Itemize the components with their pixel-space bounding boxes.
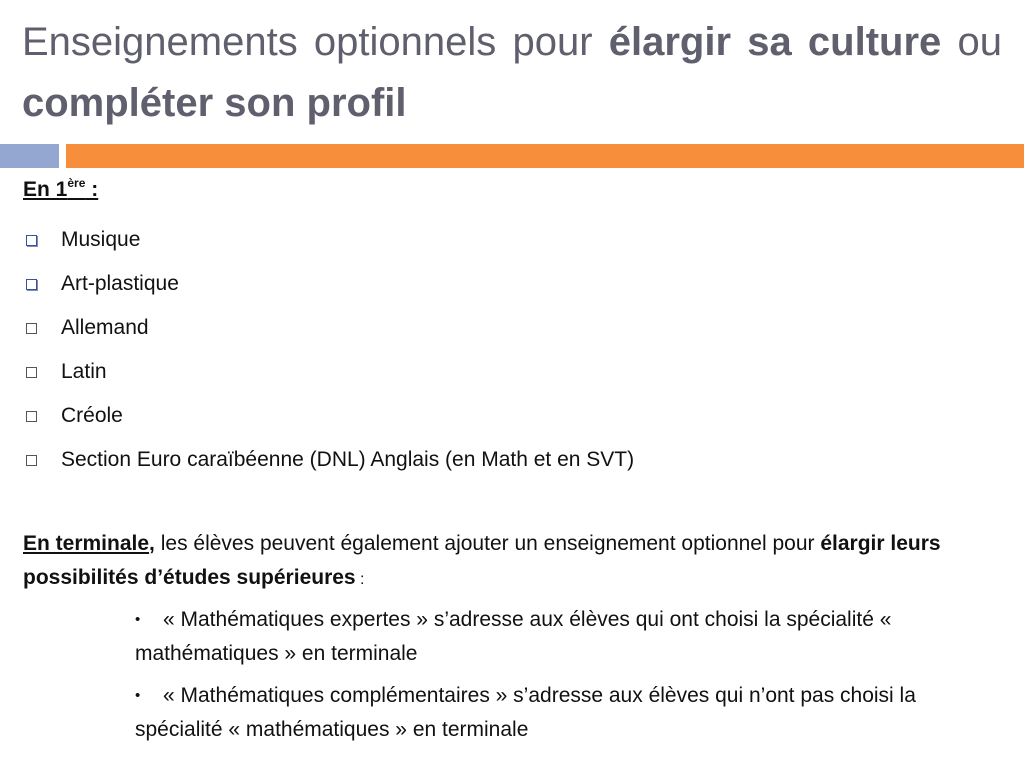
terminale-options-list (135, 603, 995, 755)
option-label: Musique (61, 228, 141, 251)
list-item (22, 306, 634, 350)
list-item (135, 679, 995, 747)
title-part-bold: élargir sa culture (608, 20, 942, 64)
list-item (22, 438, 634, 482)
list-item (22, 394, 634, 438)
checkbox-bullet-icon (26, 279, 37, 290)
checkbox-bullet-icon (26, 367, 37, 378)
terminale-heading: En terminale (23, 532, 150, 555)
option-label: Section Euro caraïbéenne (DNL) Anglais (en Math et en SVT) (61, 448, 635, 471)
accent-bar-orange (66, 144, 1024, 168)
bullet-icon: • (135, 611, 141, 628)
terminale-comma: , (149, 532, 155, 555)
title-part-bold-2: compléter son profil (22, 81, 407, 125)
superscript-ere: ère (67, 176, 86, 190)
bullet-icon: • (135, 687, 141, 704)
list-item (135, 603, 995, 671)
checkbox-bullet-icon (26, 323, 37, 334)
premiere-heading: En 1ère : (23, 176, 99, 201)
title-part-regular: Enseignements optionnels pour (22, 20, 609, 64)
terminale-paragraph (23, 527, 998, 597)
slide-title (22, 12, 1002, 134)
option-text: « Mathématiques complémentaires » s’adresse aux élèves qui n’ont pas choisi la spécialité « mathématiques » en terminale (135, 684, 916, 741)
list-item (22, 262, 634, 306)
accent-bar-blue (0, 144, 59, 168)
option-label: Latin (61, 360, 107, 383)
premiere-options-list (22, 218, 634, 482)
title-part-regular-2: ou (941, 20, 1002, 64)
option-text: « Mathématiques expertes » s’adresse aux élèves qui ont choisi la spécialité « mathématiques » en terminale (135, 608, 892, 665)
checkbox-bullet-icon (26, 455, 37, 466)
terminale-colon: : (355, 571, 365, 588)
checkbox-bullet-icon (26, 235, 37, 246)
terminale-emphasis: élargir leurs possibilités d’études supérieures (23, 532, 941, 589)
option-label: Allemand (61, 316, 149, 339)
list-item (22, 218, 634, 262)
checkbox-bullet-icon (26, 411, 37, 422)
terminale-intro: les élèves peuvent également ajouter un enseignement optionnel pour (154, 532, 821, 555)
option-label: Art-plastique (61, 272, 179, 295)
list-item (22, 350, 634, 394)
option-label: Créole (61, 404, 123, 427)
